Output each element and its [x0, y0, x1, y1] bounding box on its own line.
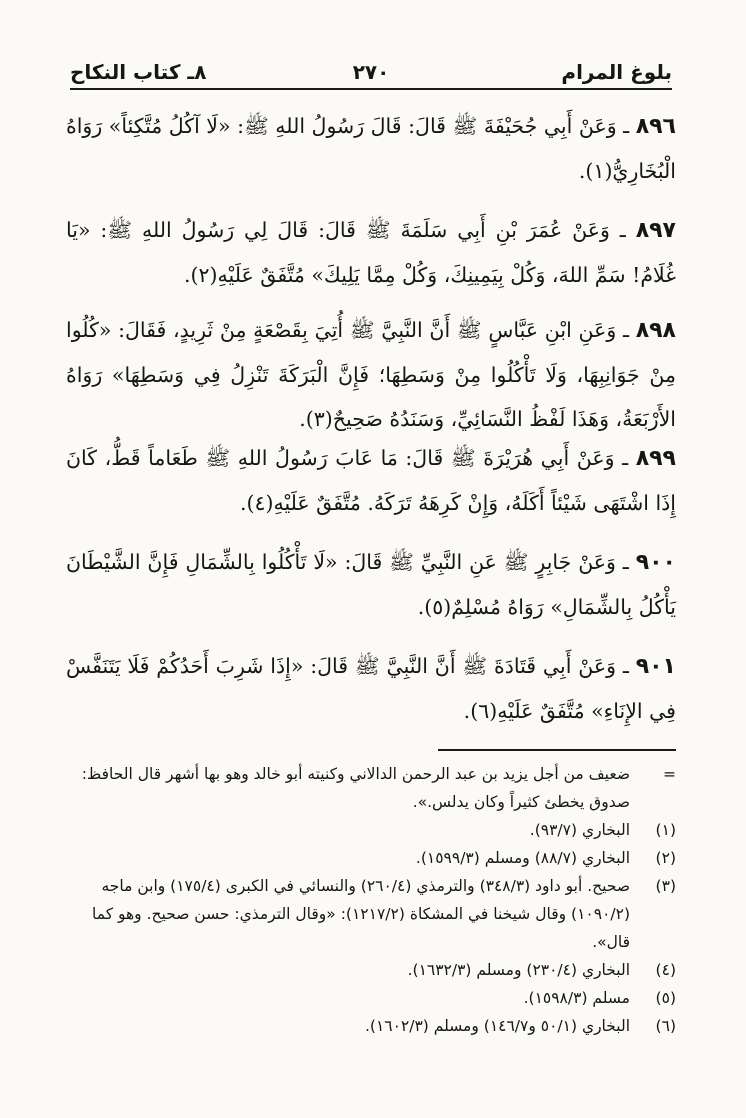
footnote-3	[66, 872, 676, 956]
footnote-text: صحيح. أبو داود (٣٤٨/٣) والترمذي (٢٦٠/٤) والنسائي في الكبرى (١٧٥/٤) وابن ماجه (١٠٩٠/٢) وقال شيخنا في المشكاة (١٢١٧/٢): «وقال الترمذي: حسن صحيح. وهو كما قال».	[92, 877, 630, 951]
hadith-text: ـ وَعَنْ أَبِي قَتَادَةَ ﷺ أَنَّ النَّبِيَّ ﷺ قَالَ: «إِذَا شَرِبَ أَحَدُكُمْ فَلَا يَتَنَفَّسْ فِي الإِنَاءِ» مُتَّفَقٌ عَلَيْهِ(٦).	[66, 654, 676, 723]
hadith-text: ـ وَعَنْ أَبِي جُحَيْفَةَ ﷺ قَالَ: قَالَ رَسُولُ اللهِ ﷺ: «لَا آكُلُ مُتَّكِئاً» رَوَاهُ الْبُخَارِيُّ(١).	[66, 114, 676, 183]
hadith-900	[66, 540, 676, 629]
running-header	[70, 58, 672, 90]
footnote-separator	[438, 749, 676, 751]
hadith-text: ـ وَعَنْ عُمَرَ بْنِ أَبِي سَلَمَةَ ﷺ قَالَ: قَالَ لِي رَسُولُ اللهِ ﷺ: «يَا غُلَامُ! سَمِّ اللهَ، وَكُلْ بِيَمِينِكَ، وَكُلْ مِمَّا يَلِيكَ» مُتَّفَقٌ عَلَيْهِ(٢).	[66, 218, 676, 287]
footnote-marker: (١)	[655, 821, 676, 839]
hadith-number: ٩٠٠	[635, 550, 676, 575]
book-title: بلوغ المرام	[561, 60, 672, 84]
footnote-text: البخاري (٢٣٠/٤) ومسلم (١٦٣٢/٣).	[407, 961, 630, 979]
footnote-marker: =	[663, 765, 676, 783]
footnote-text: ضعيف من أجل يزيد بن عبد الرحمن الدالاني وكنيته أبو خالد وهو بها أشهر قال الحافظ: صدوق يخطئ كثيراً وكان يدلس.».	[81, 765, 630, 811]
page-number: ٢٧٠	[352, 60, 390, 84]
footnote-1	[66, 816, 676, 844]
hadith-number: ٩٠١	[635, 654, 676, 679]
footnote-text: البخاري (٩٣/٧).	[529, 821, 630, 839]
hadith-899	[66, 436, 676, 525]
hadith-897	[66, 208, 676, 297]
footnote-continuation	[66, 760, 676, 816]
footnote-marker: (٤)	[655, 961, 676, 979]
footnote-text: البخاري (٥٠/١ و١٤٦/٧) ومسلم (١٦٠٢/٣).	[364, 1017, 630, 1035]
footnote-4	[66, 956, 676, 984]
hadith-number: ٨٩٩	[635, 446, 676, 471]
footnote-marker: (٦)	[655, 1017, 676, 1035]
footnote-2	[66, 844, 676, 872]
chapter-title: ٨ـ كتاب النكاح	[70, 60, 207, 84]
footnote-marker: (٥)	[655, 989, 676, 1007]
hadith-text: ـ وَعَنْ جَابِرٍ ﷺ عَنِ النَّبِيِّ ﷺ قَالَ: «لَا تَأْكُلُوا بِالشِّمَالِ فَإِنَّ الشَّيْطَانَ يَأْكُلُ بِالشِّمَالِ» رَوَاهُ مُسْلِمٌ(٥).	[66, 550, 676, 619]
footnote-6	[66, 1012, 676, 1040]
footnote-text: مسلم (١٥٩٨/٣).	[523, 989, 630, 1007]
footnote-marker: (٣)	[655, 877, 676, 895]
footnote-marker: (٢)	[655, 849, 676, 867]
hadith-number: ٨٩٦	[635, 114, 676, 139]
footnote-text: البخاري (٨٨/٧) ومسلم (١٥٩٩/٣).	[415, 849, 630, 867]
hadith-number: ٨٩٧	[635, 218, 676, 243]
hadith-901	[66, 644, 676, 733]
footnote-5	[66, 984, 676, 1012]
hadith-898	[66, 308, 676, 441]
hadith-896	[66, 104, 676, 193]
hadith-number: ٨٩٨	[635, 318, 676, 343]
hadith-text: ـ وَعَنْ أَبِي هُرَيْرَةَ ﷺ قَالَ: مَا عَابَ رَسُولُ اللهِ ﷺ طَعَاماً قَطُّ، كَانَ إِذَا اشْتَهَى شَيْئاً أَكَلَهُ، وَإِنْ كَرِهَهُ تَرَكَهُ. مُتَّفَقٌ عَلَيْهِ(٤).	[66, 446, 676, 515]
hadith-text: ـ وَعَنِ ابْنِ عَبَّاسٍ ﷺ أَنَّ النَّبِيَّ ﷺ أُتِيَ بِقَصْعَةٍ مِنْ ثَرِيدٍ، فَقَالَ: «كُلُوا مِنْ جَوَانِبِهَا، وَلَا تَأْكُلُوا مِنْ وَسَطِهَا؛ فَإِنَّ الْبَرَكَةَ تَنْزِلُ فِي وَسَطِهَا» رَوَاهُ الأَرْبَعَةُ، وَهَذَا لَفْظُ النَّسَائِيِّ، وَسَنَدُهُ صَحِيحٌ(٣).	[66, 318, 676, 431]
